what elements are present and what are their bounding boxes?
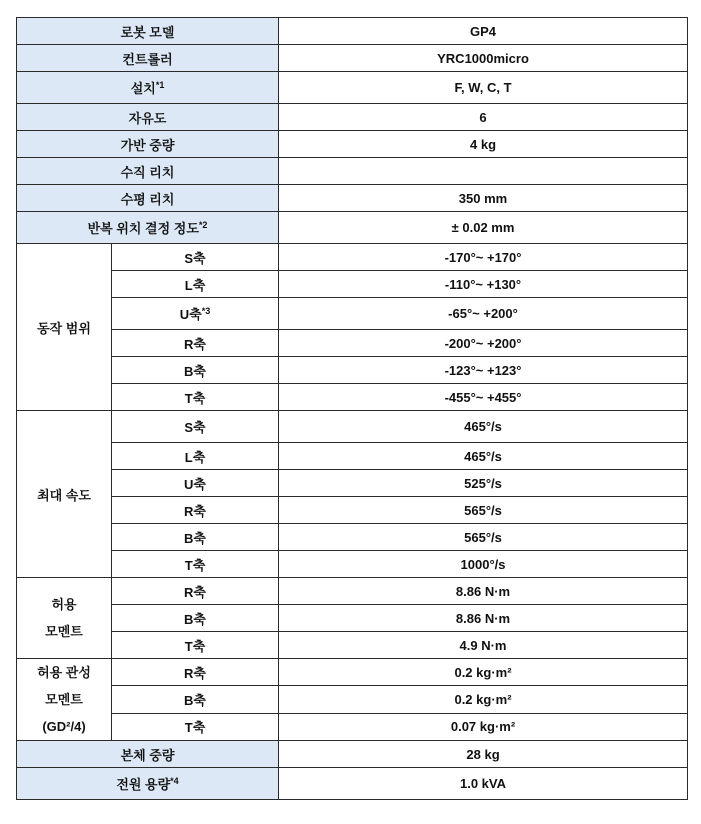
- moment-group-label: [17, 578, 112, 659]
- range-row: [17, 357, 688, 384]
- inertia-group-label: [17, 659, 112, 741]
- label-repeat-cell: [17, 212, 279, 244]
- row-weight: [17, 741, 688, 768]
- inertia-value: 0.07 kg·m²: [279, 713, 688, 740]
- range-axis: U축: [179, 307, 202, 322]
- range-axis: T축: [112, 384, 279, 411]
- speed-row: [17, 551, 688, 578]
- value-weight: 28 kg: [279, 741, 688, 768]
- moment-row: [17, 605, 688, 632]
- range-group-label: 동작 범위: [17, 244, 112, 411]
- speed-row: [17, 411, 688, 443]
- moment-row: [17, 632, 688, 659]
- label-repeat: 반복 위치 결정 정도: [87, 221, 199, 236]
- inertia-value: 0.2 kg·m²: [279, 686, 688, 713]
- row-repeat: [17, 212, 688, 244]
- footnote-4: *4: [170, 776, 179, 786]
- moment-value: 8.86 N·m: [279, 578, 688, 605]
- value-model: GP4: [279, 18, 688, 45]
- inertia-row: [17, 659, 688, 686]
- value-repeat: ± 0.02 mm: [279, 212, 688, 244]
- range-value: -110°~ +130°: [279, 271, 688, 298]
- moment-axis: B축: [112, 605, 279, 632]
- range-value: -200°~ +200°: [279, 330, 688, 357]
- label-mounting-cell: [17, 72, 279, 104]
- range-value: -65°~ +200°: [279, 298, 688, 330]
- speed-row: [17, 524, 688, 551]
- range-row: [17, 244, 688, 271]
- moment-axis: R축: [112, 578, 279, 605]
- label-model: 로봇 모델: [17, 18, 279, 45]
- speed-value: 525°/s: [279, 470, 688, 497]
- inertia-row: [17, 713, 688, 740]
- speed-value: 465°/s: [279, 443, 688, 470]
- range-axis: B축: [112, 357, 279, 384]
- speed-value: 565°/s: [279, 497, 688, 524]
- moment-row: [17, 578, 688, 605]
- footnote-2: *2: [198, 220, 208, 230]
- inertia-value: 0.2 kg·m²: [279, 659, 688, 686]
- inertia-row: [17, 686, 688, 713]
- range-axis: S축: [112, 244, 279, 271]
- speed-row: [17, 443, 688, 470]
- range-row: [17, 298, 688, 330]
- moment-value: 8.86 N·m: [279, 605, 688, 632]
- speed-row: [17, 497, 688, 524]
- range-axis: R축: [112, 330, 279, 357]
- label-mounting: 설치: [130, 81, 156, 96]
- speed-axis: L축: [112, 443, 279, 470]
- label-controller: 컨트롤러: [17, 45, 279, 72]
- range-value: -455°~ +455°: [279, 384, 688, 411]
- row-hreach: [17, 185, 688, 212]
- range-row: [17, 384, 688, 411]
- row-dof: [17, 104, 688, 131]
- speed-axis: R축: [112, 497, 279, 524]
- value-payload: 4 kg: [279, 131, 688, 158]
- range-row: [17, 330, 688, 357]
- range-axis-cell: [112, 298, 279, 330]
- value-hreach: 350 mm: [279, 185, 688, 212]
- label-vreach: 수직 리치: [17, 158, 279, 185]
- speed-axis: U축: [112, 470, 279, 497]
- range-row: [17, 271, 688, 298]
- label-hreach: 수평 리치: [17, 185, 279, 212]
- speed-row: [17, 470, 688, 497]
- row-controller: [17, 45, 688, 72]
- moment-axis: T축: [112, 632, 279, 659]
- value-mounting: F, W, C, T: [279, 72, 688, 104]
- speed-value: 565°/s: [279, 524, 688, 551]
- row-mounting: [17, 72, 688, 104]
- row-vreach: [17, 158, 688, 185]
- speed-axis: S축: [112, 411, 279, 443]
- inertia-label-line2: 모멘트: [45, 692, 83, 707]
- row-power: [17, 768, 688, 800]
- speed-value: 1000°/s: [279, 551, 688, 578]
- speed-value: 465°/s: [279, 411, 688, 443]
- value-dof: 6: [279, 104, 688, 131]
- label-power-cell: [17, 768, 279, 800]
- speed-axis: B축: [112, 524, 279, 551]
- moment-label-line2: 모멘트: [45, 624, 83, 639]
- range-value: -123°~ +123°: [279, 357, 688, 384]
- speed-axis: T축: [112, 551, 279, 578]
- moment-label-line1: 허용: [51, 597, 77, 612]
- moment-value: 4.9 N·m: [279, 632, 688, 659]
- footnote-1: *1: [155, 80, 165, 90]
- inertia-label-line3: (GD²/4): [42, 719, 86, 734]
- label-dof: 자유도: [17, 104, 279, 131]
- inertia-axis: R축: [112, 659, 279, 686]
- speed-group-label: 최대 속도: [17, 411, 112, 578]
- label-payload: 가반 중량: [17, 131, 279, 158]
- footnote-3: *3: [201, 306, 211, 316]
- inertia-axis: B축: [112, 686, 279, 713]
- range-value: -170°~ +170°: [279, 244, 688, 271]
- row-payload: [17, 131, 688, 158]
- value-vreach: [279, 158, 688, 185]
- range-axis: L축: [112, 271, 279, 298]
- inertia-label-line1: 허용 관성: [37, 665, 91, 680]
- label-weight: 본체 중량: [17, 741, 279, 768]
- label-power: 전원 용량: [116, 777, 171, 792]
- spec-table: [16, 17, 688, 800]
- value-controller: YRC1000micro: [279, 45, 688, 72]
- inertia-axis: T축: [112, 713, 279, 740]
- value-power: 1.0 kVA: [279, 768, 688, 800]
- row-model: [17, 18, 688, 45]
